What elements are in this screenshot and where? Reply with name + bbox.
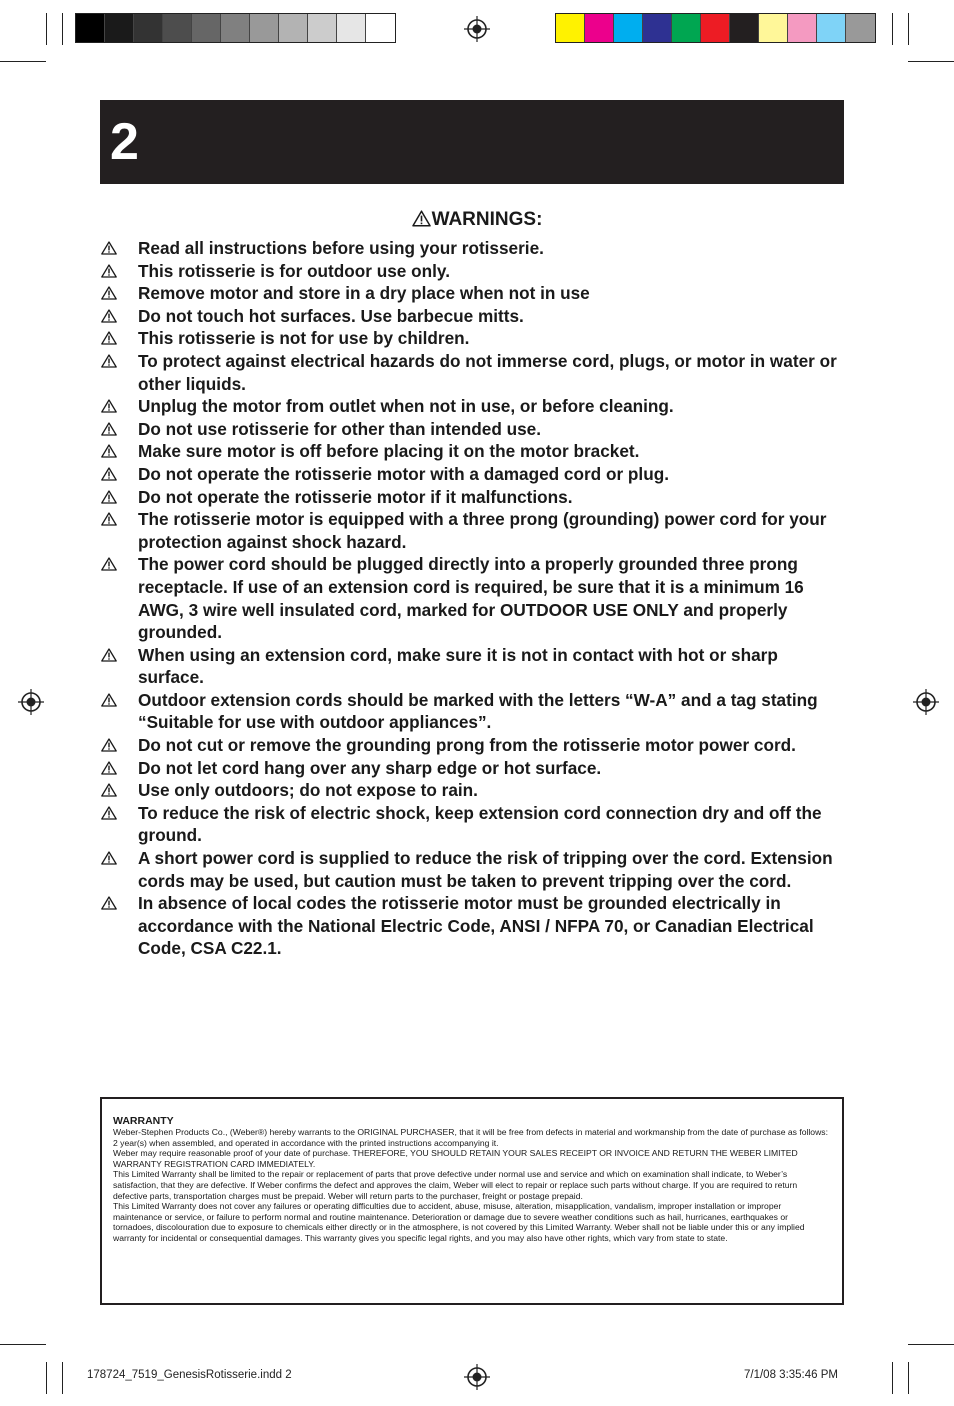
warning-triangle-icon [101, 557, 117, 571]
crop-mark [62, 1362, 63, 1394]
warning-item [100, 463, 848, 486]
warning-triangle-icon [101, 490, 117, 504]
color-swatch [250, 14, 279, 42]
warning-item [100, 847, 848, 892]
color-calibration-bar [555, 13, 876, 43]
warning-triangle-icon [101, 783, 117, 797]
warning-item [100, 779, 848, 802]
warning-text: Do not operate the rotisserie motor if it malfunctions. [138, 486, 573, 507]
warning-triangle-icon [101, 331, 117, 345]
color-swatch [730, 14, 759, 42]
warning-triangle-icon [101, 806, 117, 820]
warning-item [100, 350, 848, 395]
color-swatch [279, 14, 308, 42]
warning-item [100, 418, 848, 441]
warning-text: Do not operate the rotisserie motor with a damaged cord or plug. [138, 463, 669, 484]
warranty-paragraph: Weber-Stephen Products Co., (Weber®) hereby warrants to the ORIGINAL PURCHASER, that it will be free from defects in material and workmanship from the date of purchase as follows: 2 year(s) when assembled, and operated in accordance with the printed instructions accompanying it. [113, 1127, 828, 1148]
crop-mark [62, 13, 63, 45]
crop-mark [46, 13, 47, 45]
warning-text: Unplug the motor from outlet when not in use, or before cleaning. [138, 396, 674, 417]
color-swatch [366, 14, 395, 42]
warning-triangle-icon [101, 693, 117, 707]
warning-item [100, 260, 848, 283]
color-swatch [788, 14, 817, 42]
warning-item [100, 282, 848, 305]
warning-text: Make sure motor is off before placing it on the motor bracket. [138, 441, 640, 462]
color-swatch [585, 14, 614, 42]
color-swatch [134, 14, 163, 42]
warranty-box [100, 1097, 844, 1305]
warning-item [100, 553, 848, 643]
warning-text: Do not touch hot surfaces. Use barbecue mitts. [138, 305, 524, 326]
warning-triangle-icon [412, 210, 431, 227]
page-header-band [100, 100, 844, 184]
warning-text: To reduce the risk of electric shock, keep extension cord connection dry and off the ground. [138, 802, 822, 846]
warning-text: A short power cord is supplied to reduce the risk of tripping over the cord. Extension cords may be used, but caution must be taken to prevent tripping over the cord. [138, 848, 833, 891]
warning-text: The rotisserie motor is equipped with a three prong (grounding) power cord for your protection against shock hazard. [138, 509, 827, 552]
warranty-heading: WARRANTY [113, 1115, 174, 1127]
warning-triangle-icon [101, 444, 117, 458]
grayscale-calibration-bar [75, 13, 396, 43]
warning-item [100, 689, 848, 734]
warning-triangle-icon [101, 738, 117, 752]
color-swatch [76, 14, 105, 42]
warning-triangle-icon [101, 286, 117, 300]
color-swatch [308, 14, 337, 42]
warning-triangle-icon [101, 354, 117, 368]
warning-item [100, 802, 848, 847]
color-swatch [643, 14, 672, 42]
warning-triangle-icon [101, 467, 117, 481]
warning-item [100, 305, 848, 328]
warning-triangle-icon [101, 648, 117, 662]
warning-text: This rotisserie is not for use by children. [138, 328, 470, 349]
warning-text: In absence of local codes the rotisserie motor must be grounded electrically in accordance with the National Electric Code, ANSI / NFPA 70, or Canadian Electrical Code, CSA C22.1. [138, 893, 814, 959]
color-swatch [337, 14, 366, 42]
crop-mark [908, 61, 954, 62]
color-swatch [672, 14, 701, 42]
warning-triangle-icon [101, 241, 117, 255]
color-swatch [221, 14, 250, 42]
warnings-title [0, 209, 954, 231]
warning-item [100, 757, 848, 780]
color-swatch [846, 14, 875, 42]
warning-text: The power cord should be plugged directly into a properly grounded three prong receptacle. If use of an extension cord is required, be sure that it is a minimum 16 AWG, 3 wire well insulated cord, marked for OUTDOOR USE ONLY and properly grounded. [138, 554, 804, 643]
warning-text: Do not use rotisserie for other than intended use. [138, 418, 541, 439]
color-swatch [817, 14, 846, 42]
warning-text: Use only outdoors; do not expose to rain. [138, 780, 478, 801]
warning-triangle-icon [101, 512, 117, 526]
color-swatch [556, 14, 585, 42]
color-swatch [192, 14, 221, 42]
warning-item [100, 734, 848, 757]
warning-item [100, 486, 848, 509]
footer-timestamp: 7/1/08 3:35:46 PM [744, 1369, 838, 1381]
warning-triangle-icon [101, 896, 117, 910]
crop-mark [0, 61, 46, 62]
warning-triangle-icon [101, 851, 117, 865]
color-swatch [701, 14, 730, 42]
warranty-paragraph: This Limited Warranty does not cover any failures or operating difficulties due to accident, abuse, misuse, alteration, misapplication, vandalism, improper installation or improper maintenance or service, or failure to perform normal and routine maintenance. Deterioration or damage due to severe weather conditions such as hail, hurricanes, earthquakes or tornadoes, discolouration due to exposure to chemicals either directly or in the atmosphere, is not covered by this Limited Warranty. Weber shall not be liable under this or any implied warranty for incidental or consequential damages. This warranty gives you specific legal rights, and you may also have other rights, which vary from state to state. [113, 1201, 805, 1243]
registration-target-icon [18, 689, 44, 715]
warning-text: Read all instructions before using your rotisserie. [138, 238, 544, 258]
warning-item [100, 892, 848, 960]
registration-target-icon [913, 689, 939, 715]
crop-mark [908, 13, 909, 45]
warning-triangle-icon [101, 309, 117, 323]
warning-text: Outdoor extension cords should be marked with the letters “W-A” and a tag stating “Suitable for use with outdoor appliances”. [138, 689, 818, 733]
color-swatch [614, 14, 643, 42]
footer-file-name: 178724_7519_GenesisRotisserie.indd 2 [87, 1369, 292, 1381]
crop-mark [46, 1362, 47, 1394]
warnings-list [100, 237, 848, 960]
color-swatch [163, 14, 192, 42]
warranty-paragraph: This Limited Warranty shall be limited to the repair or replacement of parts that prove defective under normal use and service and which on examination shall indicate, to Weber’s satisfaction, that they are defective. If Weber confirms the defect and approves the claim, Weber will elect to repair or replace such parts without charge. If you are required to return defective parts, transportation charges must be prepaid. Weber will return parts to the purchaser, freight or postage prepaid. [113, 1169, 798, 1201]
warranty-paragraph: Weber may require reasonable proof of your date of purchase. THEREFORE, YOU SHOULD RETAIN YOUR SALES RECEIPT OR INVOICE AND RETURN THE WEBER LIMITED WARRANTY REGISTRATION CARD IMMEDIATELY. [113, 1148, 798, 1169]
warning-text: Do not cut or remove the grounding prong from the rotisserie motor power cord. [138, 735, 796, 756]
crop-mark [892, 1362, 893, 1394]
crop-mark [892, 13, 893, 45]
color-swatch [759, 14, 788, 42]
warning-text: When using an extension cord, make sure it is not in contact with hot or sharp surface. [138, 644, 778, 688]
page-number: 2 [110, 113, 139, 171]
crop-mark [0, 1344, 46, 1345]
warning-text: To protect against electrical hazards do not immerse cord, plugs, or motor in water or other liquids. [138, 350, 837, 394]
warning-item [100, 440, 848, 463]
warning-item [100, 508, 848, 553]
registration-target-icon [464, 1364, 490, 1390]
registration-target-icon [464, 16, 490, 42]
color-swatch [105, 14, 134, 42]
crop-mark [908, 1362, 909, 1394]
warning-text: This rotisserie is for outdoor use only. [138, 260, 450, 281]
warning-triangle-icon [101, 761, 117, 775]
warning-text: Do not let cord hang over any sharp edge or hot surface. [138, 757, 602, 778]
warning-item [100, 327, 848, 350]
warning-text: Remove motor and store in a dry place when not in use [138, 283, 590, 304]
warning-triangle-icon [101, 422, 117, 436]
warning-triangle-icon [101, 399, 117, 413]
warning-triangle-icon [101, 264, 117, 278]
crop-mark [908, 1344, 954, 1345]
warnings-title-text: WARNINGS: [431, 209, 543, 230]
warning-item [100, 644, 848, 689]
warning-item [100, 237, 848, 260]
warning-item [100, 395, 848, 418]
